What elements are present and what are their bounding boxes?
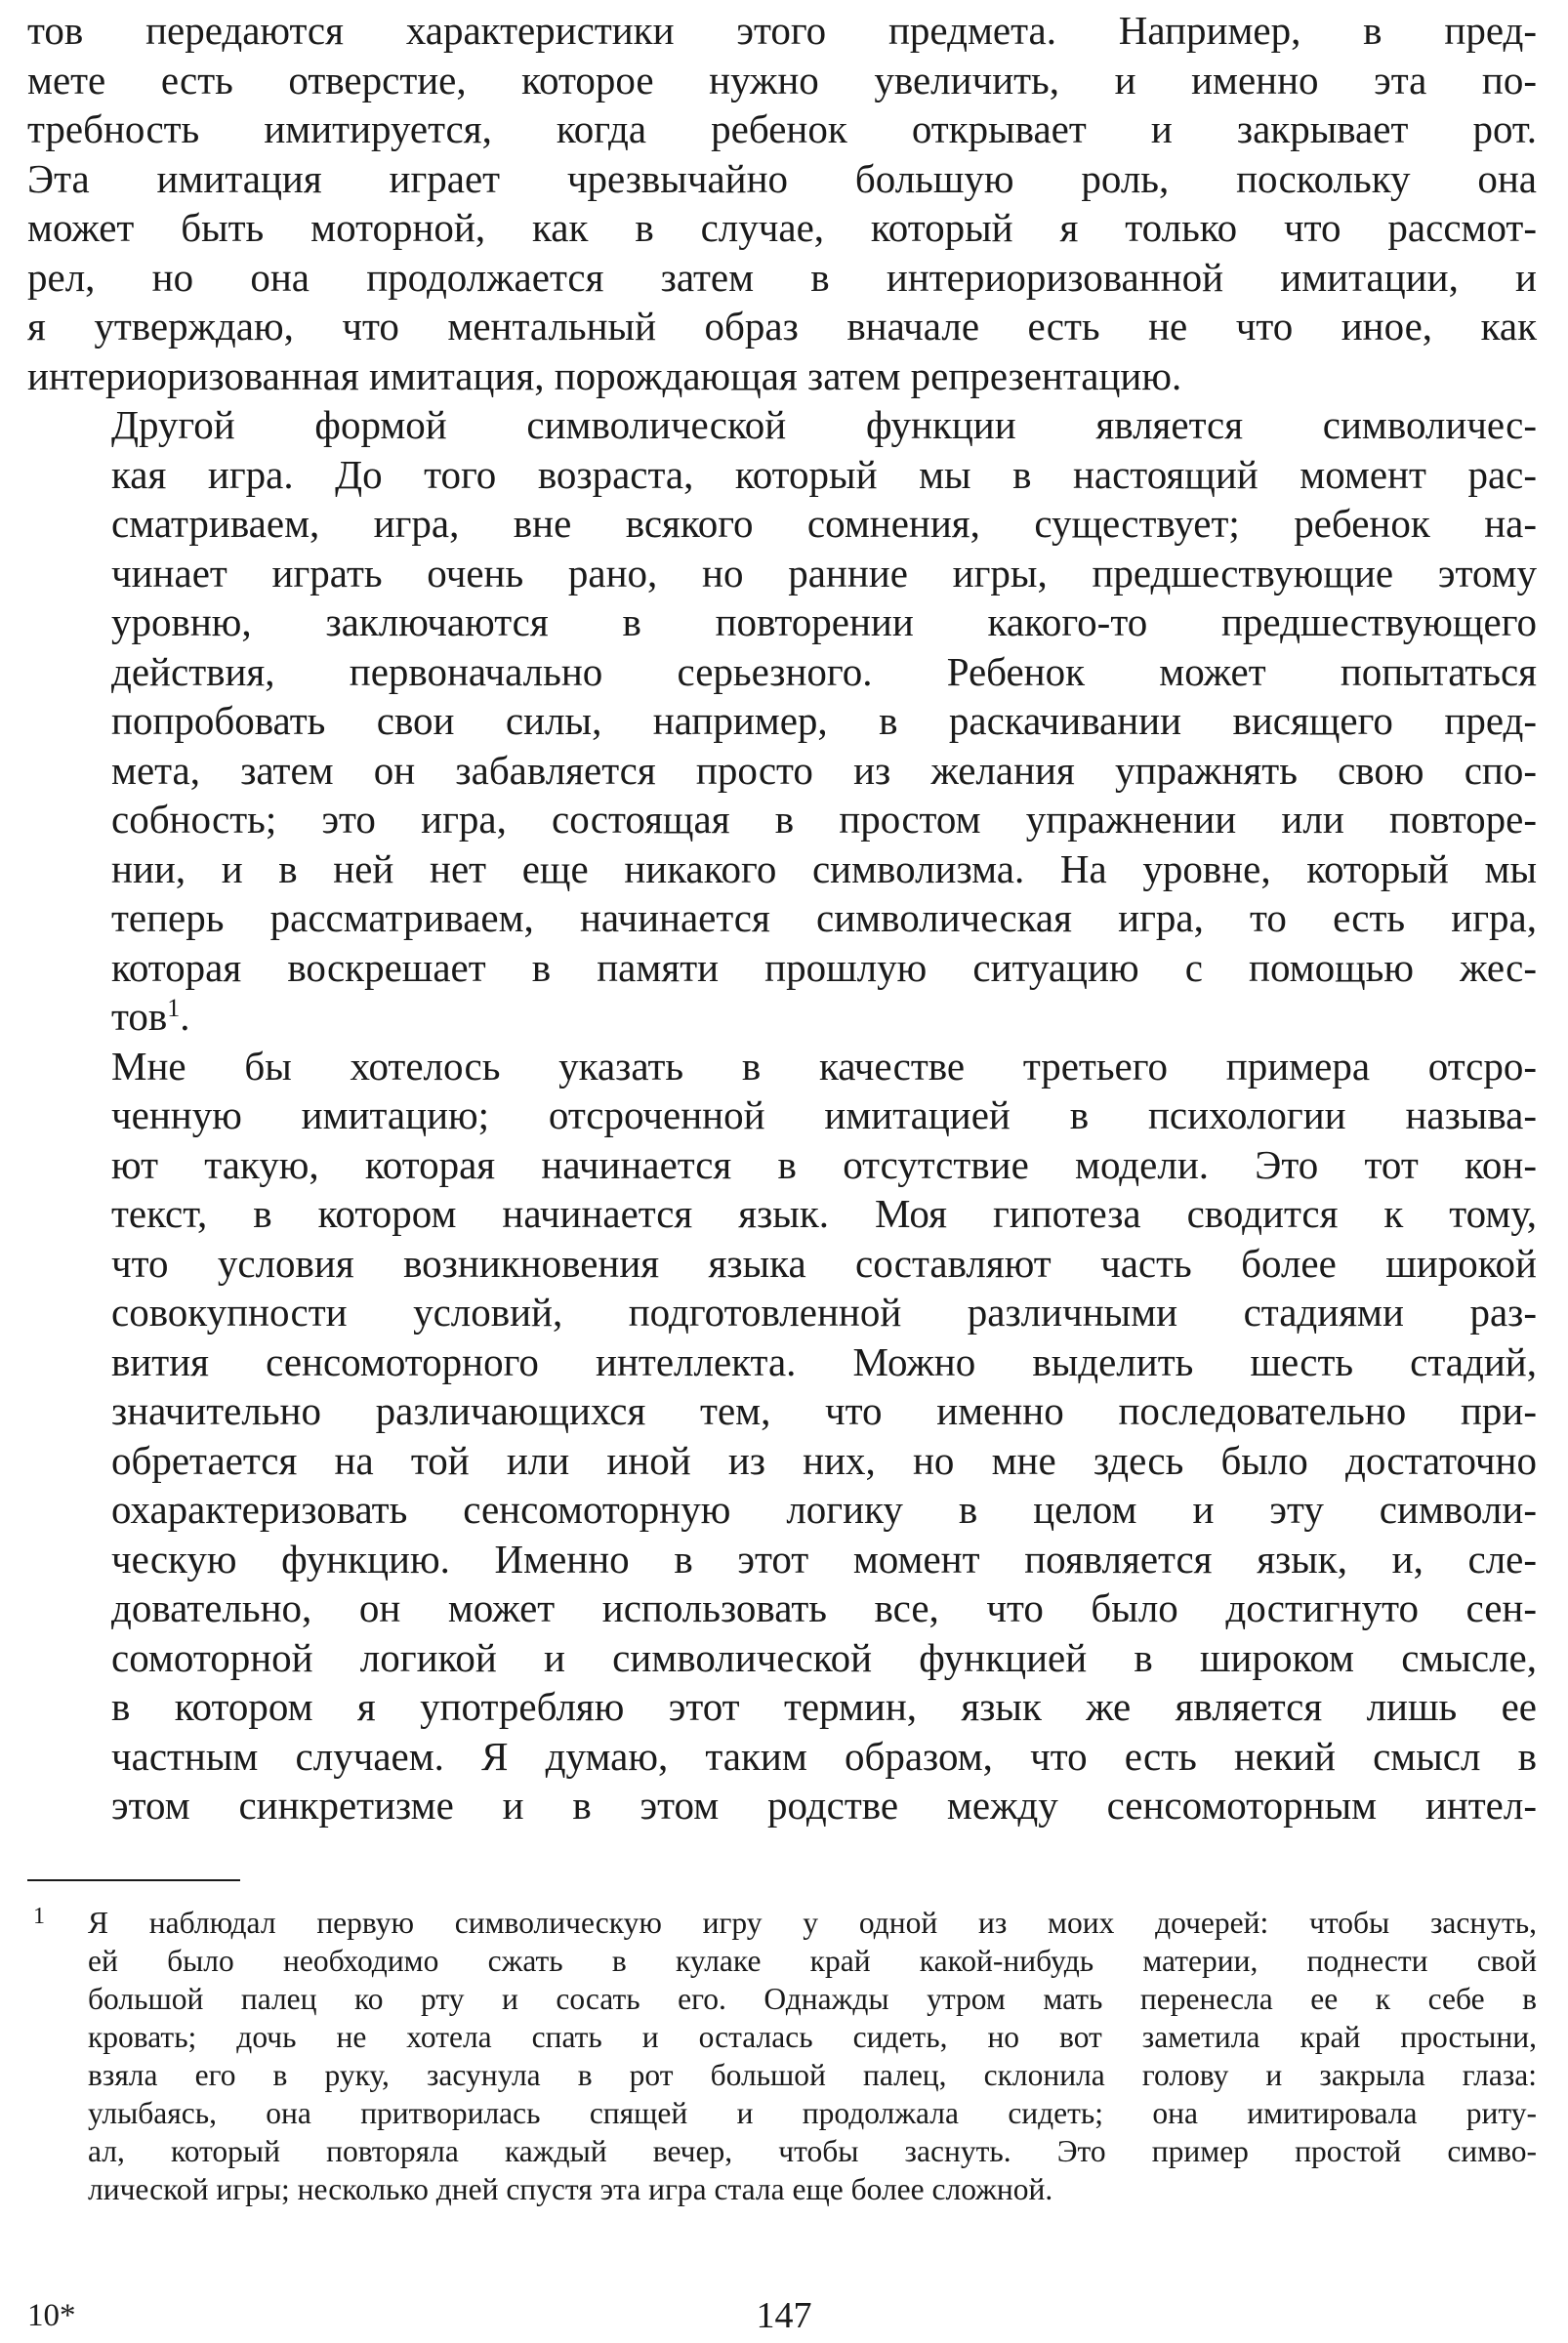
text-line: попробовать свои силы, например, в раскачивании висящего пред- xyxy=(111,698,1537,743)
text-line: Другой формой символической функции является символичес- xyxy=(111,402,1537,447)
text-line: требность имитируется, когда ребенок открывает и закрывает рот. xyxy=(27,106,1537,151)
page-number: 147 xyxy=(756,2295,812,2336)
paragraph-2 xyxy=(27,400,1537,1042)
footnote-line: взяла его в руку, засунула в рот большой палец, склонила голову и закрыла глаза: xyxy=(88,2058,1537,2092)
text-line: может быть моторной, как в случае, который я только что рассмот- xyxy=(27,205,1537,250)
text-line: рел, но она продолжается затем в интериоризованной имитации, и xyxy=(27,254,1537,300)
text-line: частным случаем. Я думаю, таким образом, что есть некий смысл в xyxy=(111,1733,1537,1779)
footnote-line: кровать; дочь не хотела спать и осталась сидеть, но вот заметила край простыни, xyxy=(88,2020,1537,2054)
text-line: уровню, заключаются в повторении какого-то предшествующего xyxy=(111,599,1537,644)
paragraph-1 xyxy=(27,6,1537,400)
text-line: этом синкретизме и в этом родстве между сенсомоторным интел- xyxy=(111,1783,1537,1828)
text-line: ченную имитацию; отсроченной имитацией в психологии называ- xyxy=(111,1092,1537,1137)
footnote-line: ал, который повторяла каждый вечер, чтобы заснуть. Это пример простой симво- xyxy=(88,2134,1537,2168)
text-line: интериоризованная имитация, порождающая затем репрезентацию. xyxy=(27,352,1182,398)
text-line: в котором я употребляю этот термин, язык же является лишь ее xyxy=(111,1684,1537,1729)
text-line: обретается на той или иной из них, но мне здесь было достаточно xyxy=(111,1437,1537,1483)
text-line: ческую функцию. Именно в этот момент появляется язык, и, сле- xyxy=(111,1536,1537,1582)
text-line: кая игра. До того возраста, который мы в настоящий момент рас- xyxy=(111,451,1537,497)
text-fragment: тов xyxy=(111,994,168,1039)
text-line: тов передаются характеристики этого предмета. Например, в пред- xyxy=(27,8,1537,53)
text-line-with-footnote-ref xyxy=(27,992,1537,1042)
text-line: ют такую, которая начинается в отсутствие модели. Это тот кон- xyxy=(111,1141,1537,1187)
text-line: текст, в котором начинается язык. Моя гипотеза сводится к тому, xyxy=(111,1191,1537,1236)
text-line: чинает играть очень рано, но ранние игры, предшествующие этому xyxy=(111,550,1537,596)
text-line: сомоторной логикой и символической функцией в широком смысле, xyxy=(111,1634,1537,1680)
text-line: что условия возникновения языка составляют часть более широкой xyxy=(111,1240,1537,1286)
text-line: совокупности условий, подготовленной различными стадиями раз- xyxy=(111,1290,1537,1335)
text-line: значительно различающихся тем, что именно последовательно при- xyxy=(111,1388,1537,1433)
text-line: сматриваем, игра, вне всякого сомнения, существует; ребенок на- xyxy=(111,501,1537,546)
footnote-line: большой палец ко рту и сосать его. Однажды утром мать перенесла ее к себе в xyxy=(88,1982,1537,2016)
footnote-line: улыбаясь, она притворилась спящей и продолжала сидеть; она имитировала риту- xyxy=(88,2096,1537,2130)
footnote xyxy=(27,1904,1537,2208)
footnote-reference[interactable]: 1 xyxy=(167,994,181,1022)
text-line: довательно, он может использовать все, что было достигнуто сен- xyxy=(111,1585,1537,1630)
text-line: теперь рассматриваем, начинается символическая игра, то есть игра, xyxy=(111,895,1537,940)
text-line: действия, первоначально серьезного. Ребенок может попытаться xyxy=(111,648,1537,694)
text-line: охарактеризовать сенсомоторную логику в целом и эту символи- xyxy=(111,1487,1537,1532)
text-line: мета, затем он забавляется просто из желания упражнять свою спо- xyxy=(111,747,1537,793)
text-line: я утверждаю, что ментальный образ вначале есть не что иное, как xyxy=(27,304,1537,349)
main-text xyxy=(27,6,1537,1830)
footnote-line: ей было необходимо сжать в кулаке край какой-нибудь материи, поднести свой xyxy=(88,1944,1537,1978)
footnote-line: лической игры; несколько дней спустя эта игра стала еще более сложной. xyxy=(88,2172,1053,2206)
paragraph-3 xyxy=(27,1042,1537,1830)
text-line: Эта имитация играет чрезвычайно большую роль, поскольку она xyxy=(27,155,1537,201)
text-line: мете есть отверстие, которое нужно увеличить, и именно эта по- xyxy=(27,57,1537,103)
footnote-divider xyxy=(27,1879,240,1881)
text-line: вития сенсомоторного интеллекта. Можно выделить шесть стадий, xyxy=(111,1338,1537,1384)
footnote-number: 1 xyxy=(33,1904,45,1929)
text-line: нии, и в ней нет еще никакого символизма. На уровне, который мы xyxy=(111,845,1537,891)
signature-mark: 10* xyxy=(27,2298,76,2333)
text-fragment: . xyxy=(180,994,190,1039)
text-line: которая воскрешает в памяти прошлую ситуацию с помощью жес- xyxy=(111,944,1537,990)
footnote-text xyxy=(88,1904,1537,2208)
footnote-line: Я наблюдал первую символическую игру у одной из моих дочерей: чтобы заснуть, xyxy=(88,1906,1537,1940)
text-line: Мне бы хотелось указать в качестве третьего примера отсро- xyxy=(111,1043,1537,1089)
text-line: собность; это игра, состоящая в простом упражнении или повторе- xyxy=(111,797,1537,842)
